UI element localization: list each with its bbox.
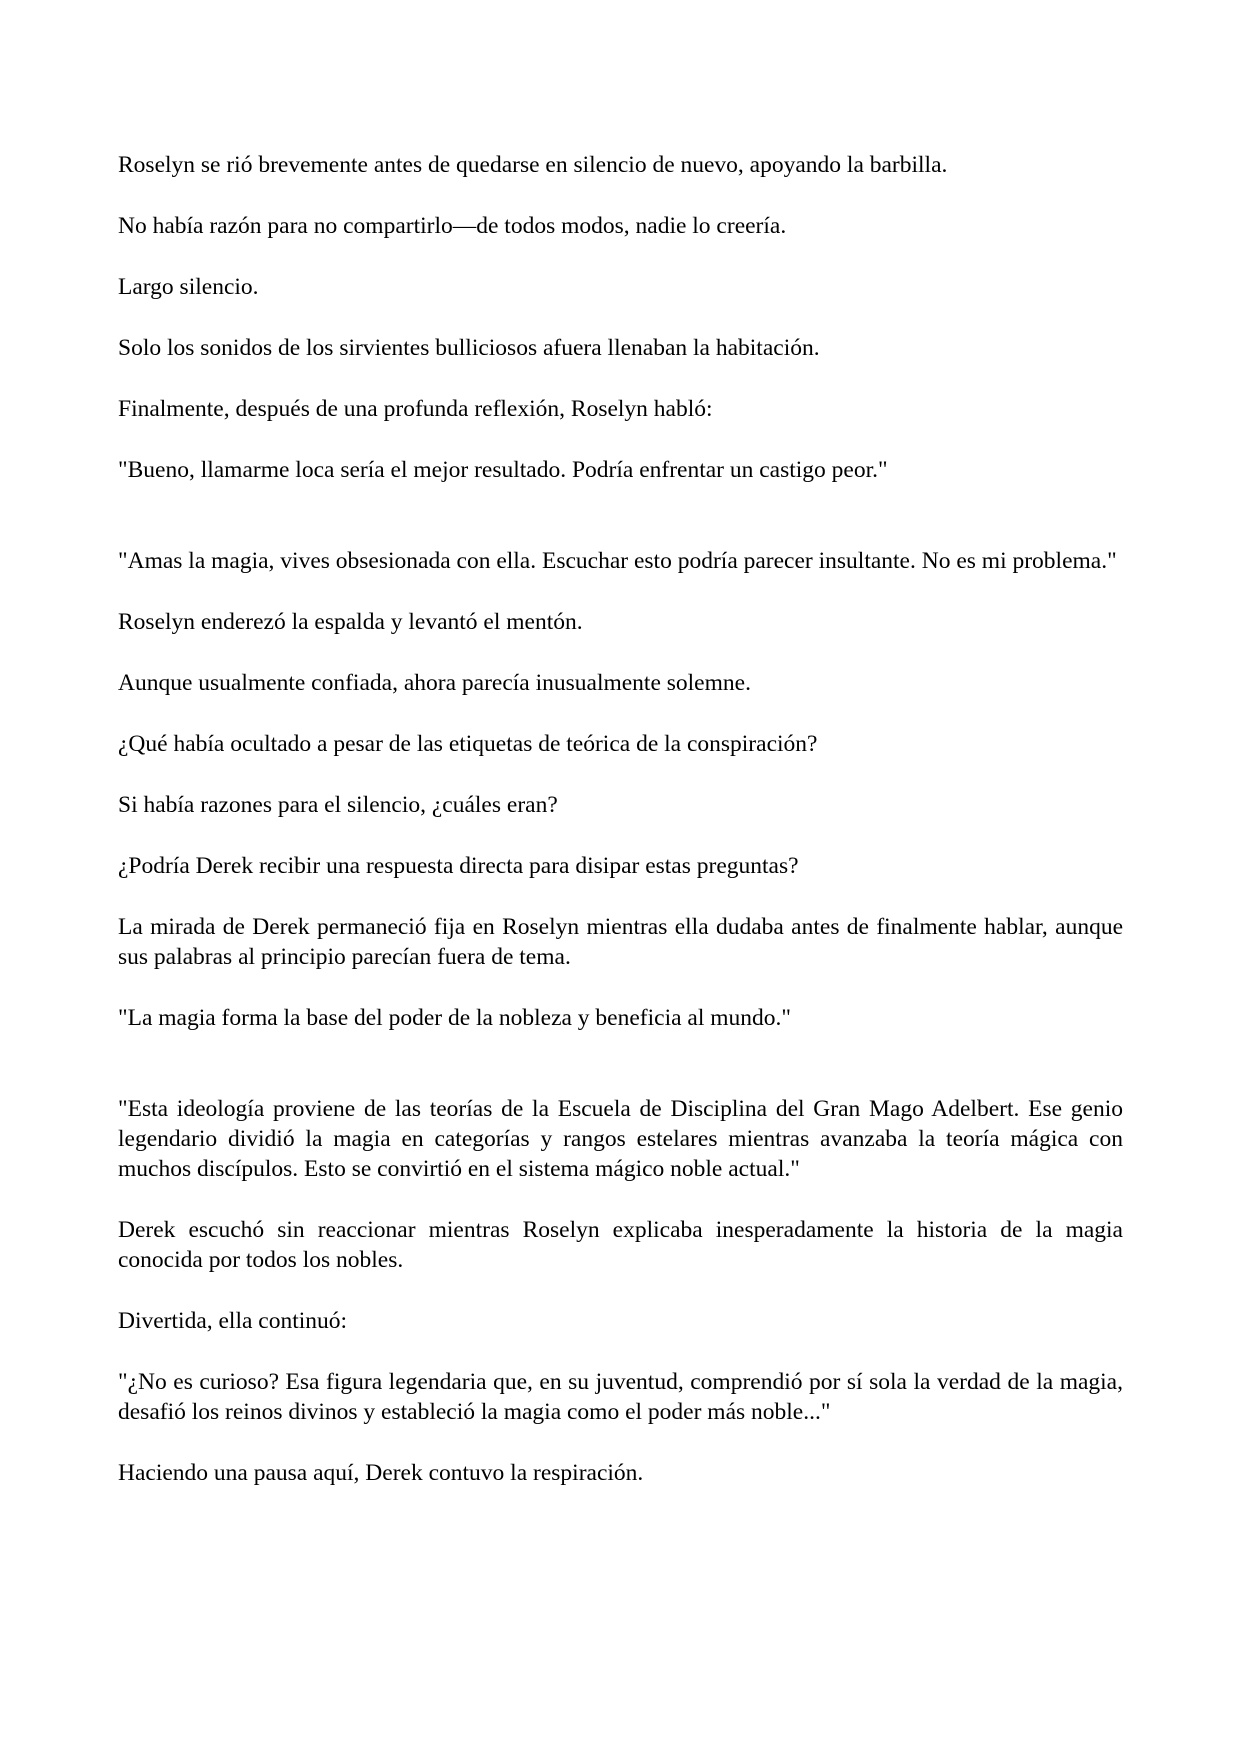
paragraph-17: Divertida, ella continuó: — [118, 1308, 348, 1334]
paragraph-15: "Esta ideología proviene de las teorías de la Escuela de Disciplina del Gran Mago Adelbert. Ese genio legendario dividió la magia en categorías y rangos estelares mientras avanzaba la teoría mágica con muchos discípulos. Esto se convirtió en el sistema mágico noble actual." — [118, 1096, 1123, 1182]
paragraph-4: Solo los sonidos de los sirvientes bulliciosos afuera llenaban la habitación. — [118, 335, 820, 361]
paragraph-11: Si había razones para el silencio, ¿cuáles eran? — [118, 792, 558, 818]
paragraph-12: ¿Podría Derek recibir una respuesta directa para disipar estas preguntas? — [118, 853, 799, 879]
paragraph-16: Derek escuchó sin reaccionar mientras Roselyn explicaba inesperadamente la historia de la magia conocida por todos los nobles. — [118, 1217, 1123, 1273]
paragraph-14: "La magia forma la base del poder de la nobleza y beneficia al mundo." — [118, 1005, 791, 1031]
paragraph-7: "Amas la magia, vives obsesionada con ella. Escuchar esto podría parecer insultante. No es mi problema." — [118, 548, 1117, 574]
paragraph-13: La mirada de Derek permaneció fija en Roselyn mientras ella dudaba antes de finalmente hablar, aunque sus palabras al principio parecían fuera de tema. — [118, 914, 1123, 970]
paragraph-9: Aunque usualmente confiada, ahora parecía inusualmente solemne. — [118, 670, 751, 696]
paragraph-10: ¿Qué había ocultado a pesar de las etiquetas de teórica de la conspiración? — [118, 731, 818, 757]
document-body — [118, 150, 1123, 1519]
paragraph-1: Roselyn se rió brevemente antes de quedarse en silencio de nuevo, apoyando la barbilla. — [118, 152, 948, 178]
paragraph-8: Roselyn enderezó la espalda y levantó el mentón. — [118, 609, 583, 635]
paragraph-5: Finalmente, después de una profunda reflexión, Roselyn habló: — [118, 396, 713, 422]
paragraph-19: Haciendo una pausa aquí, Derek contuvo la respiración. — [118, 1460, 644, 1486]
paragraph-3: Largo silencio. — [118, 274, 259, 300]
paragraph-6: "Bueno, llamarme loca sería el mejor resultado. Podría enfrentar un castigo peor." — [118, 457, 888, 483]
paragraph-2: No había razón para no compartirlo—de todos modos, nadie lo creería. — [118, 213, 787, 239]
paragraph-18: "¿No es curioso? Esa figura legendaria que, en su juventud, comprendió por sí sola la verdad de la magia, desafió los reinos divinos y estableció la magia como el poder más noble..." — [118, 1369, 1123, 1425]
